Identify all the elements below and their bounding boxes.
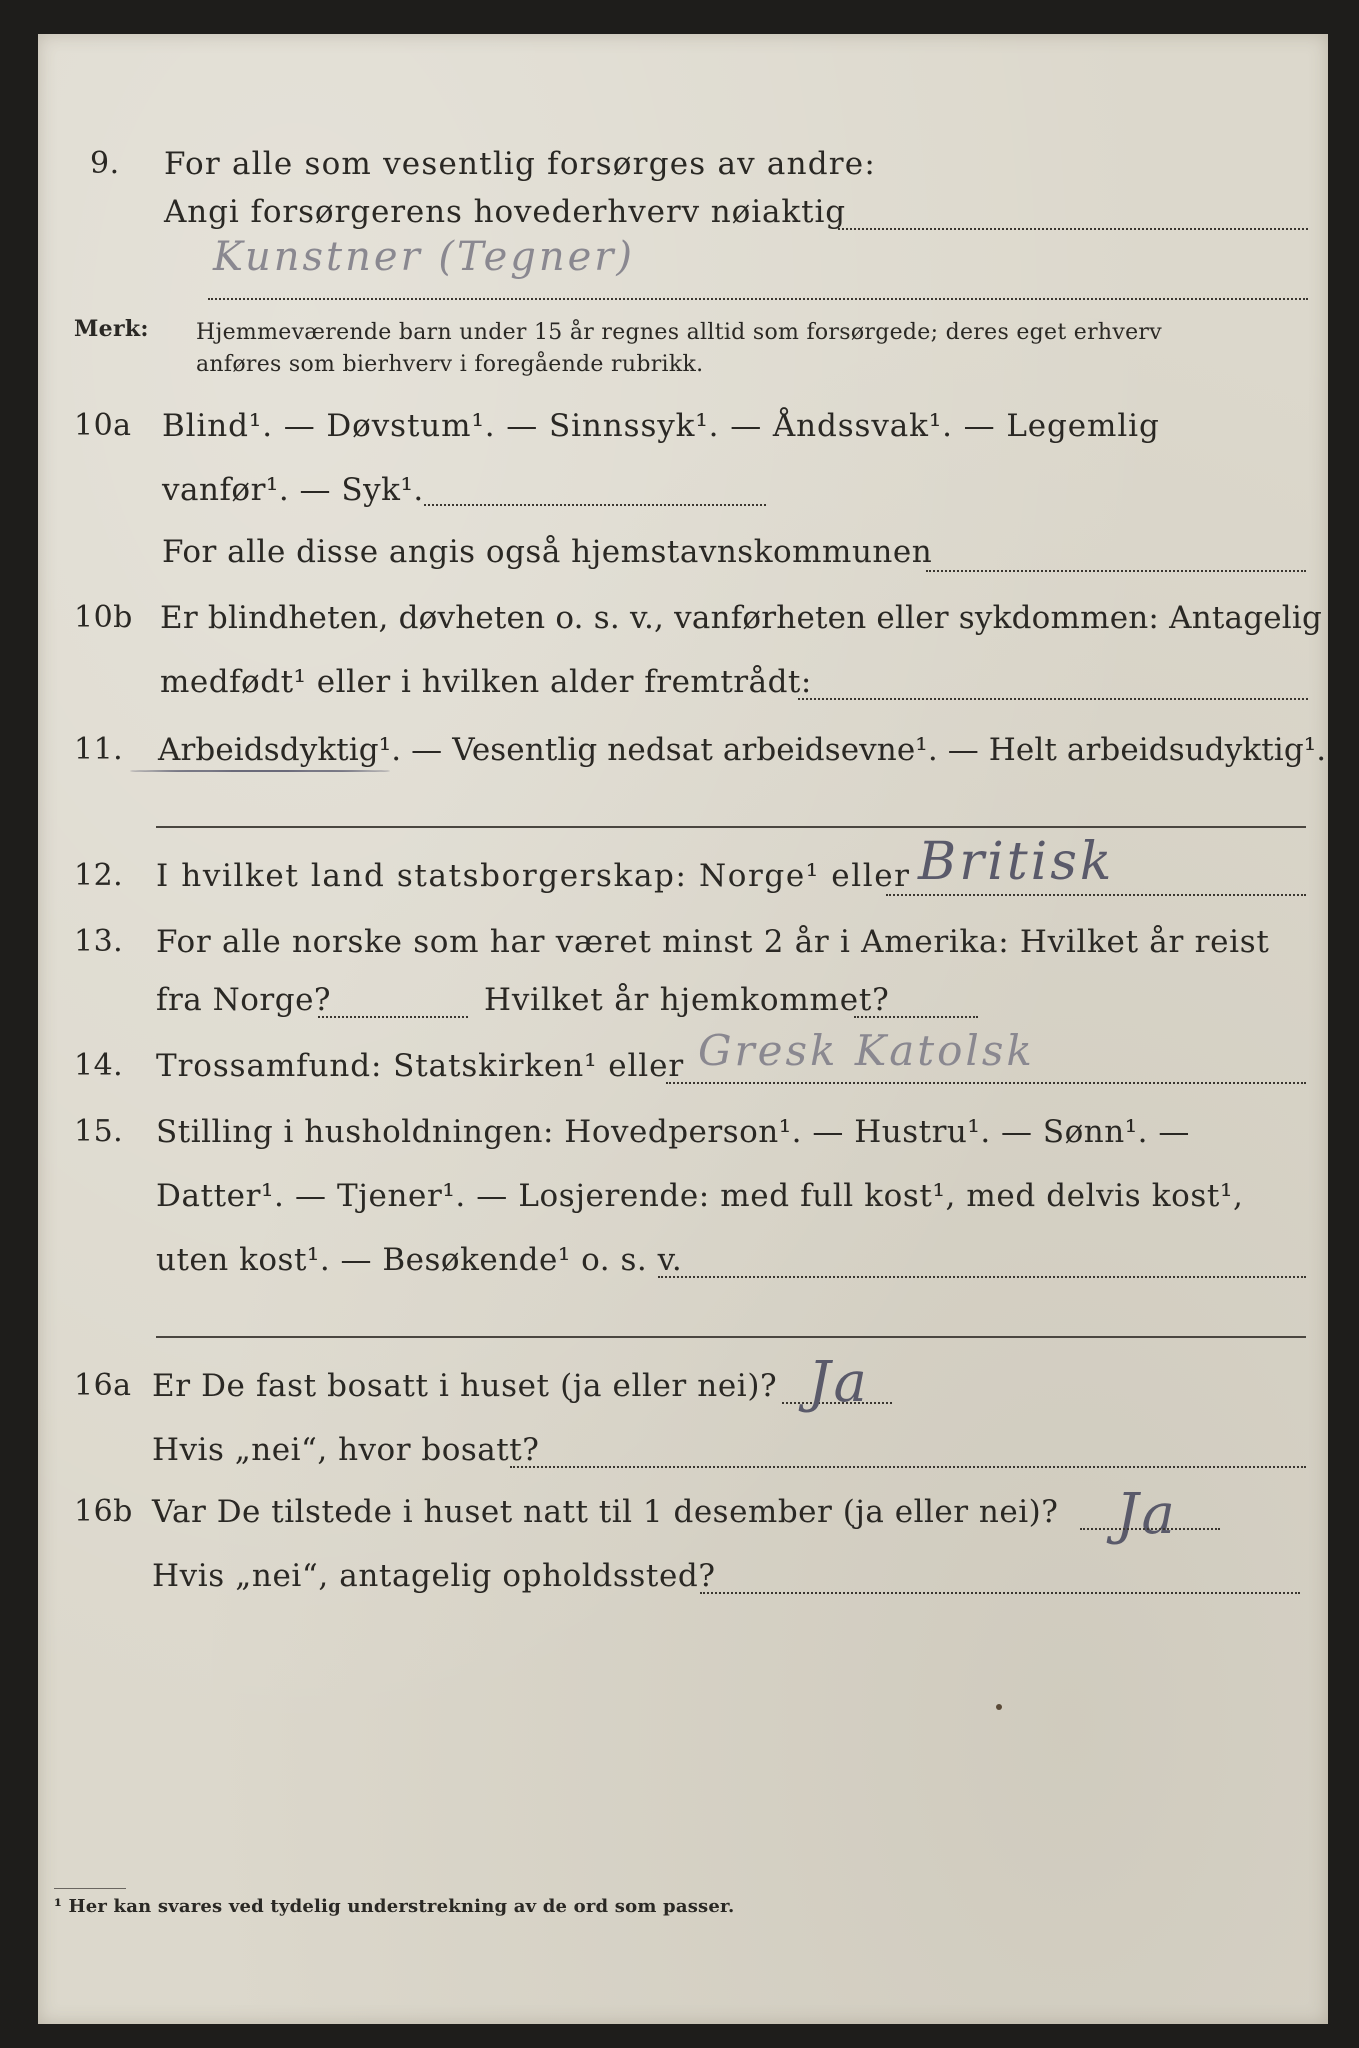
q16b-dotted-line	[1080, 1528, 1220, 1530]
q16a-handwritten-answer[interactable]: Ja	[808, 1350, 870, 1415]
q10a-hjemstavn-dotted-line	[926, 570, 1306, 572]
q9-answer-line	[208, 298, 1308, 300]
q10b-line2: medfødt¹ eller i hvilken alder fremtrådt:	[160, 664, 812, 700]
q11-handwritten-underline	[130, 770, 390, 772]
ink-speck	[996, 1704, 1002, 1710]
q13-reist-dotted-line	[318, 1016, 468, 1018]
q9-line1: For alle som vesentlig forsørges av andre:	[164, 146, 876, 182]
q16b-line1: Var De tilstede i huset natt til 1 desember (ja eller nei)?	[152, 1494, 1059, 1530]
q10a-line3: For alle disse angis også hjemstavnskommunen	[162, 534, 933, 570]
q16a-bosatt-dotted-line	[510, 1466, 1306, 1468]
q16b-number: 16b	[74, 1494, 133, 1529]
q10a-number: 10a	[74, 408, 132, 443]
merk-line2: anføres som bierhverv i foregående rubrikk.	[196, 352, 704, 377]
q12-dotted-line	[886, 894, 1306, 896]
q11-number: 11.	[74, 732, 124, 767]
q16a-number: 16a	[74, 1368, 132, 1403]
q16b-handwritten-answer[interactable]: Ja	[1116, 1482, 1178, 1547]
q14-number: 14.	[74, 1048, 124, 1083]
q11-answer-line	[156, 826, 1306, 828]
q13-line2b: Hvilket år hjemkommet?	[484, 982, 890, 1018]
q10a-line1: Blind¹. — Døvstum¹. — Sinnssyk¹. — Åndssvak¹. — Legemlig	[162, 408, 1160, 444]
merk-label: Merk:	[74, 316, 149, 342]
q13-hjemkommet-dotted-line	[854, 1016, 978, 1018]
q10b-number: 10b	[74, 600, 133, 635]
footnote-rule	[54, 1888, 126, 1889]
q16b-opholdssted-dotted-line	[700, 1592, 1300, 1594]
q14-dotted-line	[666, 1082, 1306, 1084]
q13-number: 13.	[74, 924, 124, 959]
census-form-page	[38, 34, 1328, 2024]
q15-number: 15.	[74, 1114, 124, 1149]
q13-line2a: fra Norge?	[156, 982, 332, 1018]
q11-line1: Arbeidsdyktig¹. — Vesentlig nedsat arbeidsevne¹. — Helt arbeidsudyktig¹.	[158, 732, 1327, 768]
q15-line1: Stilling i husholdningen: Hovedperson¹. — Hustru¹. — Sønn¹. —	[156, 1114, 1190, 1150]
q9-dotted-line	[838, 228, 1308, 230]
q10b-line1: Er blindheten, døvheten o. s. v., vanførheten eller sykdommen: Antagelig	[160, 600, 1323, 636]
merk-line1: Hjemmeværende barn under 15 år regnes alltid som forsørgede; deres eget erhverv	[196, 320, 1162, 345]
q15-line2: Datter¹. — Tjener¹. — Losjerende: med full kost¹, med delvis kost¹,	[156, 1178, 1244, 1214]
q14-handwritten-answer[interactable]: Gresk Katolsk	[698, 1026, 1035, 1075]
q9-line2: Angi forsørgerens hovederhverv nøiaktig	[164, 194, 847, 230]
q12-line1: I hvilket land statsborgerskap: Norge¹ eller	[156, 858, 911, 894]
q10a-syk-dotted-line	[424, 504, 766, 506]
q12-handwritten-answer[interactable]: Britisk	[918, 832, 1115, 892]
q16b-line2: Hvis „nei“, antagelig opholdssted?	[152, 1558, 716, 1594]
q10b-dotted-line	[798, 698, 1308, 700]
q16a-line2: Hvis „nei“, hvor bosatt?	[152, 1432, 540, 1468]
q14-line1: Trossamfund: Statskirken¹ eller	[156, 1048, 685, 1084]
q13-line1: For alle norske som har været minst 2 år i Amerika: Hvilket år reist	[156, 924, 1270, 960]
q15-dotted-line	[658, 1276, 1306, 1278]
q15-answer-line	[156, 1336, 1306, 1338]
q12-number: 12.	[74, 858, 124, 893]
q15-line3: uten kost¹. — Besøkende¹ o. s. v.	[156, 1242, 683, 1278]
q10a-line2: vanfør¹. — Syk¹.	[162, 472, 424, 508]
q9-number: 9.	[90, 146, 120, 181]
q16a-line1: Er De fast bosatt i huset (ja eller nei)?	[152, 1368, 778, 1404]
q9-handwritten-answer[interactable]: Kunstner (Tegner)	[213, 234, 636, 280]
footnote-text: ¹ Her kan svares ved tydelig understrekning av de ord som passer.	[54, 1896, 735, 1917]
